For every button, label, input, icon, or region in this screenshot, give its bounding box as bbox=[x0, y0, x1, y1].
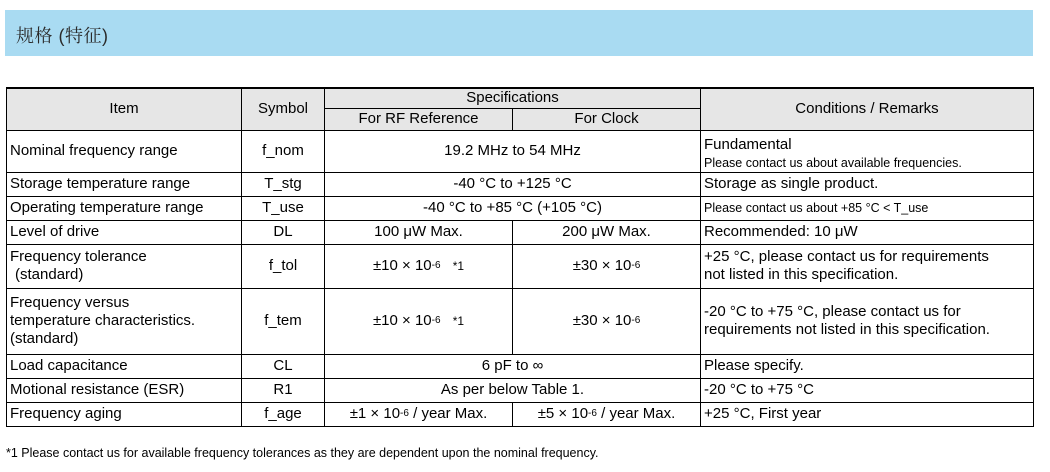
clock-cell bbox=[513, 244, 701, 288]
value-exponent: -6 bbox=[431, 260, 441, 271]
value-base: ±10 × 10 bbox=[372, 312, 432, 329]
col-header-rf: For RF Reference bbox=[325, 108, 513, 130]
clock-cell bbox=[513, 402, 701, 426]
footnote: *1 Please contact us for available frequency tolerances as they are dependent upon the nominal frequency. bbox=[6, 446, 599, 460]
item-cell: Storage temperature range bbox=[7, 172, 242, 196]
table-row bbox=[7, 402, 1034, 426]
item-cell: Operating temperature range bbox=[7, 196, 242, 220]
clock-cell: 200 μW Max. bbox=[513, 220, 701, 244]
remark-cell: Please specify. bbox=[701, 354, 1034, 378]
rf-cell: 100 μW Max. bbox=[325, 220, 513, 244]
value-exponent: -6 bbox=[431, 315, 441, 326]
table-row bbox=[7, 378, 1034, 402]
table-row bbox=[7, 130, 1034, 172]
clock-cell bbox=[513, 288, 701, 354]
remark-cell: Please contact us about +85 °C < T_use bbox=[701, 196, 1034, 220]
spec-cell: As per below Table 1. bbox=[325, 378, 701, 402]
item-cell: Level of drive bbox=[7, 220, 242, 244]
remark-cell bbox=[701, 288, 1034, 354]
value-exponent: -6 bbox=[400, 408, 409, 419]
table-row bbox=[7, 220, 1034, 244]
table-row bbox=[7, 196, 1034, 220]
item-line: temperature characteristics. bbox=[10, 312, 196, 329]
item-line: Frequency tolerance bbox=[10, 248, 147, 265]
remark-line: not listed in this specification. bbox=[704, 266, 899, 283]
remark-line: Please contact us about available frequencies. bbox=[704, 155, 962, 170]
value-base: ±10 × 10 bbox=[372, 257, 432, 274]
footnote-ref: *1 bbox=[452, 259, 465, 273]
col-header-item: Item bbox=[7, 88, 242, 130]
table-row bbox=[7, 244, 1034, 288]
remark-line: Fundamental bbox=[704, 135, 792, 153]
spec-cell: -40 °C to +125 °C bbox=[325, 172, 701, 196]
value-exponent: -6 bbox=[631, 260, 641, 271]
remark-cell: Storage as single product. bbox=[701, 172, 1034, 196]
item-cell: Load capacitance bbox=[7, 354, 242, 378]
symbol-cell: CL bbox=[242, 354, 325, 378]
symbol-cell: T_stg bbox=[242, 172, 325, 196]
symbol-cell: DL bbox=[242, 220, 325, 244]
item-line: Frequency versus bbox=[10, 294, 130, 311]
section-header bbox=[5, 10, 1033, 56]
remark-cell: +25 °C, First year bbox=[701, 402, 1034, 426]
table-row bbox=[7, 172, 1034, 196]
remark-cell bbox=[701, 130, 1034, 172]
rf-cell bbox=[325, 244, 513, 288]
value-base: ±30 × 10 bbox=[572, 257, 632, 274]
value-base: ±5 × 10 bbox=[537, 405, 589, 422]
col-header-remarks: Conditions / Remarks bbox=[701, 88, 1034, 130]
value-unit: / year Max. bbox=[408, 405, 488, 422]
col-header-clock: For Clock bbox=[513, 108, 701, 130]
symbol-cell: f_nom bbox=[242, 130, 325, 172]
table-row bbox=[7, 354, 1034, 378]
item-line: (standard) bbox=[10, 330, 79, 347]
rf-cell bbox=[325, 288, 513, 354]
value-base: ±1 × 10 bbox=[349, 405, 401, 422]
remark-cell: -20 °C to +75 °C bbox=[701, 378, 1034, 402]
col-header-specifications: Specifications bbox=[325, 88, 701, 108]
spec-cell: 19.2 MHz to 54 MHz bbox=[325, 130, 701, 172]
remark-cell bbox=[701, 244, 1034, 288]
rf-cell bbox=[325, 402, 513, 426]
spec-cell: -40 °C to +85 °C (+105 °C) bbox=[325, 196, 701, 220]
col-header-symbol: Symbol bbox=[242, 88, 325, 130]
symbol-cell: T_use bbox=[242, 196, 325, 220]
item-cell bbox=[7, 288, 242, 354]
section-title: 规格 (特征) bbox=[16, 26, 109, 46]
symbol-cell: f_age bbox=[242, 402, 325, 426]
item-cell: Nominal frequency range bbox=[7, 130, 242, 172]
symbol-cell: f_tol bbox=[242, 244, 325, 288]
remark-line: requirements not listed in this specification. bbox=[704, 321, 990, 338]
value-exponent: -6 bbox=[631, 315, 641, 326]
table-row bbox=[7, 288, 1034, 354]
item-cell: Frequency aging bbox=[7, 402, 242, 426]
value-unit: / year Max. bbox=[596, 405, 676, 422]
spec-cell: 6 pF to ∞ bbox=[325, 354, 701, 378]
value-exponent: -6 bbox=[588, 408, 597, 419]
symbol-cell: R1 bbox=[242, 378, 325, 402]
remark-line: -20 °C to +75 °C, please contact us for bbox=[704, 303, 961, 320]
remark-cell: Recommended: 10 μW bbox=[701, 220, 1034, 244]
footnote-ref: *1 bbox=[452, 314, 465, 328]
symbol-cell: f_tem bbox=[242, 288, 325, 354]
specifications-table bbox=[6, 87, 1034, 427]
value-base: ±30 × 10 bbox=[572, 312, 632, 329]
item-cell: Motional resistance (ESR) bbox=[7, 378, 242, 402]
remark-line: +25 °C, please contact us for requirements bbox=[704, 248, 989, 265]
item-line: (standard) bbox=[15, 266, 84, 283]
item-cell bbox=[7, 244, 242, 288]
